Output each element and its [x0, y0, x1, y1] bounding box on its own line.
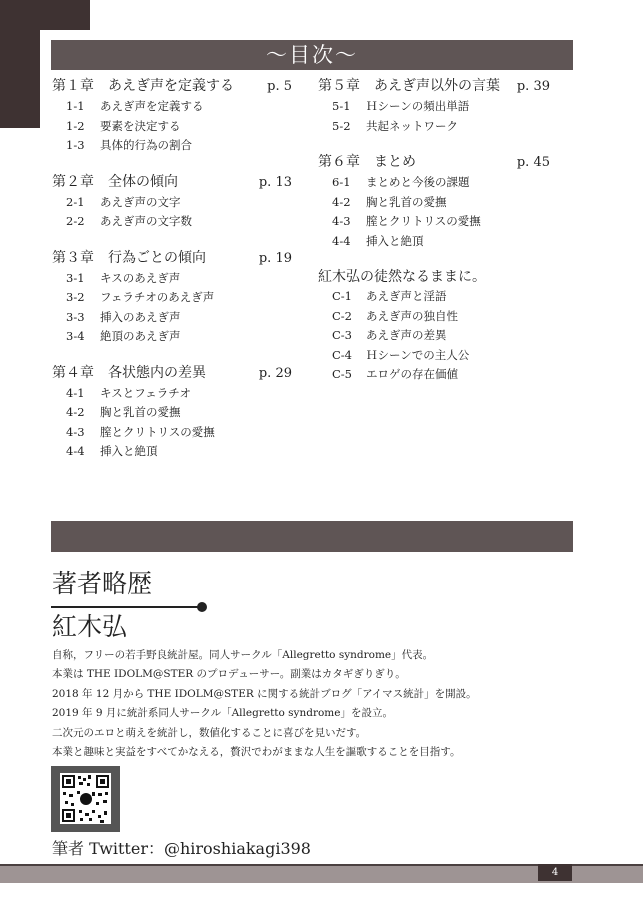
toc-chapter: [318, 76, 550, 136]
toc-right-column: [318, 76, 550, 401]
toc-section: [52, 384, 292, 404]
chapter-title: 第６章 まとめ: [318, 154, 416, 170]
section-label: 絶頂のあえぎ声: [100, 329, 181, 343]
bio-text: [52, 646, 572, 762]
section-label: あえぎ声の文字: [100, 194, 181, 209]
chapter-page: p. 13: [258, 174, 292, 190]
bio-line: 2018 年 12 月から THE IDOLM@STER に関する統計ブログ「アイマス統計」を開設。: [52, 687, 477, 700]
section-number: 1-3: [66, 138, 85, 152]
section-number: 3-3: [66, 309, 85, 324]
toc-section: [318, 346, 550, 366]
section-number: C-2: [332, 308, 353, 323]
chapter-heading: [52, 363, 292, 384]
section-label: フェラチオのあえぎ声: [100, 290, 215, 304]
section-label: まとめと今後の課題: [366, 175, 470, 189]
toc-chapter: [318, 267, 550, 385]
section-number: C-1: [332, 289, 353, 303]
toc-section: [52, 403, 292, 423]
toc-section: [318, 326, 550, 346]
bio-line: 2019 年 9 月に統計系同人サークル「Allegretto syndrome」を設立。: [52, 707, 393, 720]
section-number: 1-2: [66, 118, 85, 133]
chapter-page: p. 5: [267, 79, 292, 94]
toc-section: [318, 287, 550, 307]
section-number: 4-4: [332, 233, 351, 248]
toc-chapter: [318, 152, 550, 251]
page-number: 4: [538, 864, 572, 881]
section-number: 4-3: [332, 214, 351, 228]
chapter-heading: [52, 248, 292, 269]
section-number: 4-2: [332, 194, 351, 209]
section-label: 挿入と絶頂: [100, 444, 158, 458]
section-number: 5-2: [332, 118, 351, 133]
chapter-title: 紅木弘の徒然なるままに。: [318, 269, 486, 285]
section-label: キスとフェラチオ: [100, 385, 191, 400]
section-label: 膣とクリトリスの愛撫: [366, 214, 481, 228]
chapter-page: p. 45: [516, 155, 550, 170]
section-label: あえぎ声の独自性: [366, 308, 458, 323]
chapter-title: 第１章 あえぎ声を定義する: [52, 78, 234, 94]
toc-section: [52, 269, 292, 289]
toc-section: [52, 212, 292, 232]
section-number: 3-4: [66, 329, 85, 343]
section-label: Ｈシーンでの主人公: [366, 347, 470, 362]
toc-section: [52, 308, 292, 328]
toc-chapter: [52, 172, 292, 232]
toc-section: [318, 307, 550, 327]
section-label: 挿入と絶頂: [366, 233, 424, 248]
section-label: 挿入のあえぎ声: [100, 309, 181, 324]
section-label: 膣とクリトリスの愛撫: [100, 424, 215, 439]
bio-heading: 著者略歴: [52, 569, 153, 598]
toc-section: [52, 97, 292, 117]
qr-code: [51, 766, 120, 832]
toc-section: [318, 97, 550, 117]
author-name: 紅木弘: [52, 612, 128, 641]
section-label: あえぎ声の文字数: [100, 214, 192, 228]
heading-underline: [51, 606, 201, 608]
chapter-title: 第３章 行為ごとの傾向: [52, 249, 206, 266]
chapter-page: p. 39: [516, 79, 550, 94]
chapter-heading: [318, 267, 550, 287]
toc-section: [318, 232, 550, 252]
section-number: 3-1: [66, 270, 85, 285]
section-number: 2-2: [66, 214, 85, 228]
toc-section: [318, 212, 550, 232]
bio-line: 本業と趣味と実益をすべてかなえる，贅沢でわがままな人生を謳歌することを目指す。: [52, 746, 461, 759]
toc-section: [318, 365, 550, 385]
chapter-page: p. 19: [258, 250, 292, 266]
section-number: 4-1: [66, 385, 85, 400]
bio-section-bar: [51, 521, 573, 552]
section-number: 2-1: [66, 194, 85, 209]
toc-left-column: [52, 76, 292, 478]
toc-section: [318, 173, 550, 193]
section-label: 胸と乳首の愛撫: [100, 405, 181, 419]
section-number: 4-3: [66, 424, 85, 439]
toc-section: [52, 423, 292, 443]
toc-section: [318, 117, 550, 137]
chapter-heading: [318, 152, 550, 173]
toc-section: [52, 136, 292, 156]
chapter-title: 第５章 あえぎ声以外の言葉: [318, 78, 500, 94]
section-label: 共起ネットワーク: [366, 118, 458, 133]
chapter-title: 第４章 各状態内の差異: [52, 364, 206, 381]
section-label: あえぎ声と淫語: [366, 289, 447, 303]
section-label: あえぎ声の差異: [366, 328, 447, 342]
section-number: 1-1: [66, 99, 85, 113]
bio-line: 二次元のエロと萌えを統計し，数値化することに喜びを見いだす。: [52, 726, 367, 739]
twitter-handle: 筆者 Twitter：@hiroshiakagi398: [52, 839, 311, 858]
section-label: 要素を決定する: [100, 118, 181, 133]
section-number: 6-1: [332, 175, 351, 189]
bio-line: 本業は THE IDOLM@STER のプロデューサー。副業はカタギぎりぎり。: [52, 668, 406, 681]
toc-chapter: [52, 248, 292, 347]
section-label: キスのあえぎ声: [100, 270, 181, 285]
toc-section: [52, 442, 292, 462]
toc-chapter: [52, 363, 292, 462]
corner-decoration-side: [0, 0, 40, 128]
section-label: 胸と乳首の愛撫: [366, 194, 447, 209]
chapter-title: 第２章 全体の傾向: [52, 173, 178, 190]
chapter-heading: [52, 172, 292, 193]
toc-section: [52, 193, 292, 213]
section-label: 具体的行為の割合: [100, 138, 192, 152]
toc-title: 〜目次〜: [51, 40, 573, 70]
toc-section: [52, 288, 292, 308]
bio-line: 自称，フリーの若手野良統計屋。同人サークル「Allegretto syndrome」代表。: [52, 649, 434, 661]
chapter-heading: [52, 76, 292, 97]
section-number: C-4: [332, 347, 353, 362]
section-label: Ｈシーンの頻出単語: [366, 99, 470, 113]
section-number: 3-2: [66, 290, 85, 304]
section-label: あえぎ声を定義する: [100, 99, 204, 113]
section-number: 4-2: [66, 405, 85, 419]
section-number: C-3: [332, 328, 353, 342]
underline-dot: [197, 602, 207, 612]
chapter-page: p. 29: [258, 365, 292, 381]
toc-section: [52, 117, 292, 137]
toc-section: [52, 327, 292, 347]
toc-section: [318, 193, 550, 213]
section-number: 5-1: [332, 99, 351, 113]
chapter-heading: [318, 76, 550, 97]
toc-chapter: [52, 76, 292, 156]
section-label: エロゲの存在価値: [366, 367, 458, 381]
section-number: C-5: [332, 367, 353, 381]
section-number: 4-4: [66, 444, 85, 458]
